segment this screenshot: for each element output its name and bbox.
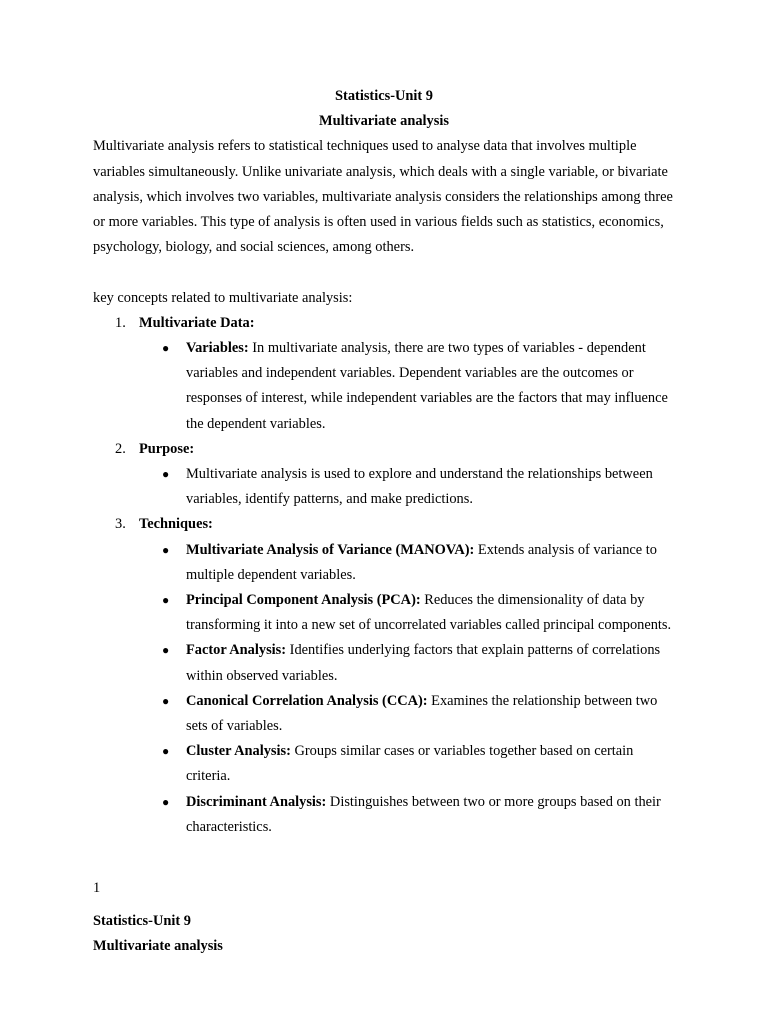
concepts-list	[93, 311, 675, 840]
bullet-icon: ●	[162, 794, 170, 809]
concept-item	[115, 437, 675, 513]
concept-bullets	[139, 538, 675, 840]
concept-heading: Purpose:	[139, 440, 195, 457]
paragraph-spacer	[93, 260, 675, 285]
bullet-item	[162, 739, 675, 789]
bullet-term: Variables:	[186, 340, 249, 357]
bullet-icon: ●	[162, 693, 170, 708]
page-title: Statistics-Unit 9	[335, 88, 433, 104]
next-page-title: Statistics-Unit 9	[93, 913, 191, 929]
bullet-item	[162, 588, 675, 638]
concept-number: 1.	[115, 314, 126, 331]
concept-bullets	[139, 462, 675, 512]
bullet-text: Reduces the dimensionality of data by transforming it into a new set of uncorrelated variables called principal components.	[186, 592, 672, 634]
bullet-icon: ●	[162, 341, 170, 356]
bullet-icon: ●	[162, 593, 170, 608]
bullet-term: Principal Component Analysis (PCA):	[186, 592, 421, 609]
bullet-item	[162, 336, 675, 437]
bullet-item	[162, 638, 675, 688]
bullet-icon: ●	[162, 744, 170, 759]
bullet-item	[162, 538, 675, 588]
concept-number: 2.	[115, 440, 126, 457]
bullet-item	[162, 462, 675, 512]
next-page-header	[93, 909, 223, 959]
bullet-text: Extends analysis of variance to multiple dependent variables.	[186, 541, 657, 583]
bullet-text: Examines the relationship between two sets of variables.	[186, 692, 658, 735]
concept-number: 3.	[115, 516, 126, 533]
title-block	[93, 84, 675, 134]
next-page-subtitle: Multivariate analysis	[93, 938, 223, 955]
bullet-item	[162, 689, 675, 739]
bullet-term: Canonical Correlation Analysis (CCA):	[186, 692, 428, 709]
concept-item	[115, 311, 675, 437]
bullet-icon: ●	[162, 467, 170, 482]
concept-item	[115, 512, 675, 840]
concept-heading: Multivariate Data:	[139, 314, 255, 331]
bullet-text: Multivariate analysis is used to explore and understand the relationships between variables, identify patterns, and make predictions.	[186, 466, 653, 508]
bullet-term: Factor Analysis:	[186, 642, 287, 659]
bullet-term: Cluster Analysis:	[186, 743, 291, 760]
bullet-term: Discriminant Analysis:	[186, 793, 327, 810]
concept-heading: Techniques:	[139, 516, 213, 533]
page-number: 1	[93, 880, 101, 896]
concept-bullets	[139, 336, 675, 437]
intro-paragraph: Multivariate analysis refers to statistical techniques used to analyse data that involves multiple variables simultaneously. Unlike univariate analysis, which deals with a single variable, or bivariate analysis, which involves two variables, multivariate analysis considers the relationships among three or more variables. This type of analysis is often used in various fields such as statistics, economics, psychology, biology, and social sciences, among others.	[93, 138, 673, 256]
concepts-intro: key concepts related to multivariate analysis:	[93, 289, 353, 306]
bullet-icon: ●	[162, 542, 170, 557]
bullet-text: Identifies underlying factors that explain patterns of correlations within observed variables.	[186, 642, 661, 684]
bullet-text: Groups similar cases or variables together based on certain criteria.	[186, 743, 634, 785]
page-subtitle: Multivariate analysis	[319, 113, 449, 130]
bullet-icon: ●	[162, 643, 170, 658]
bullet-term: Multivariate Analysis of Variance (MANOVA):	[186, 541, 475, 558]
bullet-item	[162, 790, 675, 840]
document-page	[93, 84, 675, 840]
bullet-text: In multivariate analysis, there are two types of variables - dependent variables and independent variables. Dependent variables are the outcomes or responses of interest, while independent variables are the factors that may influence the dependent variables.	[186, 340, 668, 432]
bullet-text: Distinguishes between two or more groups based on their characteristics.	[186, 793, 661, 835]
